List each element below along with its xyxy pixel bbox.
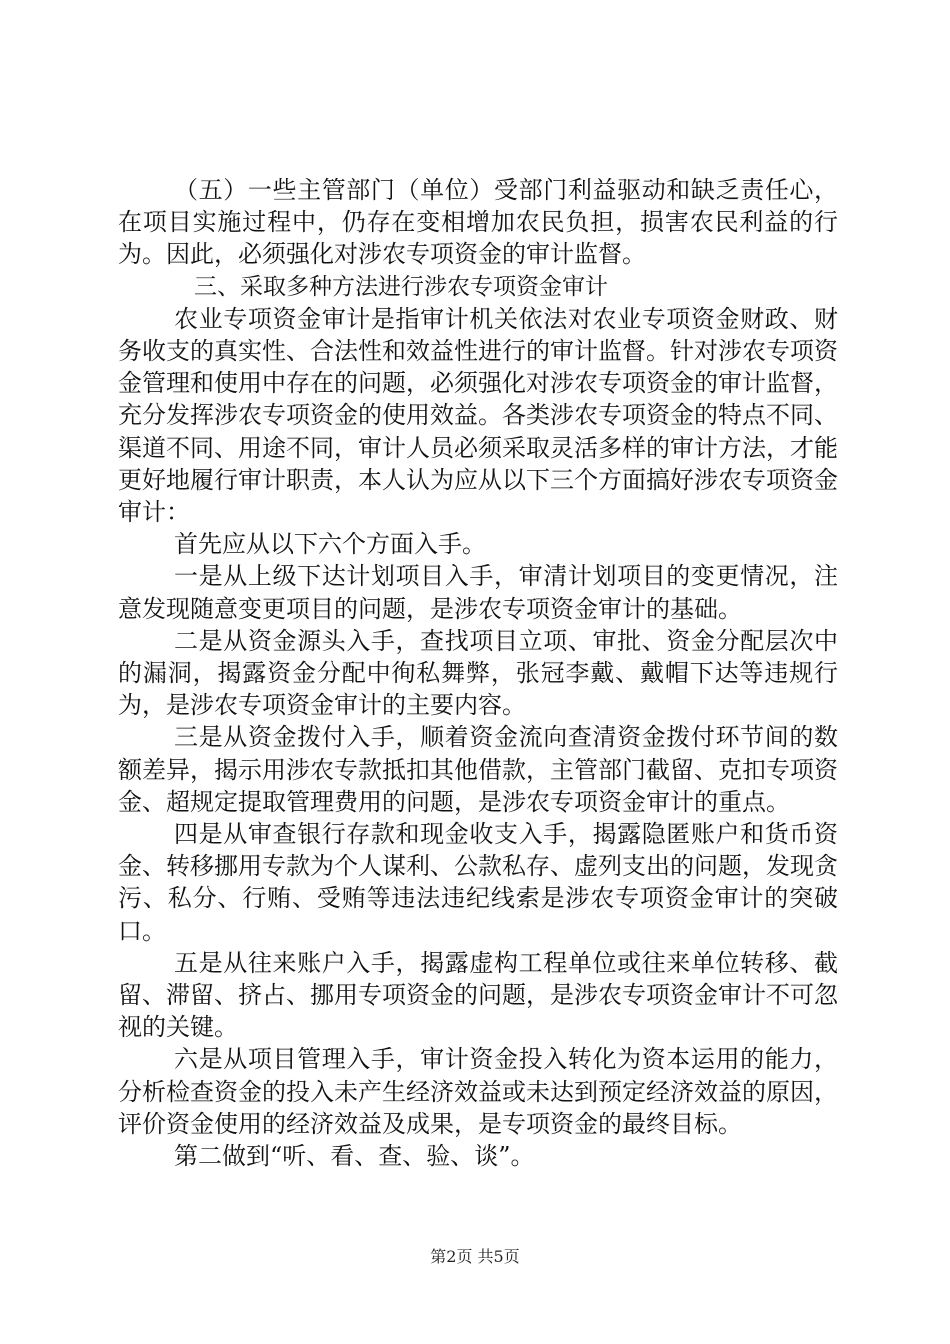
page-number-footer: 第2页 共5页 [430, 1247, 520, 1266]
paragraph-item-five: 五是从往来账户入手，揭露虚构工程单位或往来单位转移、截留、滞留、挤占、挪用专项资金的问题，是涉农专项资金审计不可忽视的关键。 [118, 948, 838, 1042]
paragraph-problem-five: （五）一些主管部门（单位）受部门利益驱动和缺乏责任心，在项目实施过程中，仍存在变相增加农民负担，损害农民利益的行为。因此，必须强化对涉农专项资金的审计监督。 [118, 176, 838, 269]
paragraph-item-one: 一是从上级下达计划项目入手，审清计划项目的变更情况，注意发现随意变更项目的问题，是涉农专项资金审计的基础。 [118, 562, 838, 623]
section-heading-three: 三、采取多种方法进行涉农专项资金审计 [194, 273, 608, 300]
paragraph-item-six: 六是从项目管理入手，审计资金投入转化为资本运用的能力，分析检查资金的投入未产生经济效益或未达到预定经济效益的原因，评价资金使用的经济效益及成果，是专项资金的最终目标。 [118, 1045, 838, 1138]
paragraph-item-three: 三是从资金拨付入手，顺着资金流向查清资金拨付环节间的数额差异，揭示用涉农专款抵扣其他借款，主管部门截留、克扣专项资金、超规定提取管理费用的问题，是涉农专项资金审计的重点。 [118, 723, 838, 816]
paragraph-second-method: 第二做到“听、看、查、验、谈”。 [174, 1142, 535, 1171]
paragraph-item-four: 四是从审查银行存款和现金收支入手，揭露隐匿账户和货币资金、转移挪用专款为个人谋利、公款私存、虚列支出的问题，发现贪污、私分、行贿、受贿等违法违纪线索是涉农专项资金审计的突破口。 [118, 820, 838, 945]
paragraph-item-two: 二是从资金源头入手，查找项目立项、审批、资金分配层次中的漏洞，揭露资金分配中徇私舞弊，张冠李戴、戴帽下达等违规行为，是涉农专项资金审计的主要内容。 [118, 626, 838, 720]
paragraph-first-six-aspects: 首先应从以下六个方面入手。 [174, 530, 486, 559]
document-body [118, 174, 838, 1172]
paragraph-audit-definition: 农业专项资金审计是指审计机关依法对农业专项资金财政、财务收支的真实性、合法性和效益性进行的审计监督。针对涉农专项资金管理和使用中存在的问题，必须强化对涉农专项资金的审计监督，充分发挥涉农专项资金的使用效益。各类涉农专项资金的特点不同、渠道不同、用途不同，审计人员必须采取灵活多样的审计方法，才能更好地履行审计职责，本人认为应从以下三个方面搞好涉农专项资金审计： [118, 304, 838, 527]
